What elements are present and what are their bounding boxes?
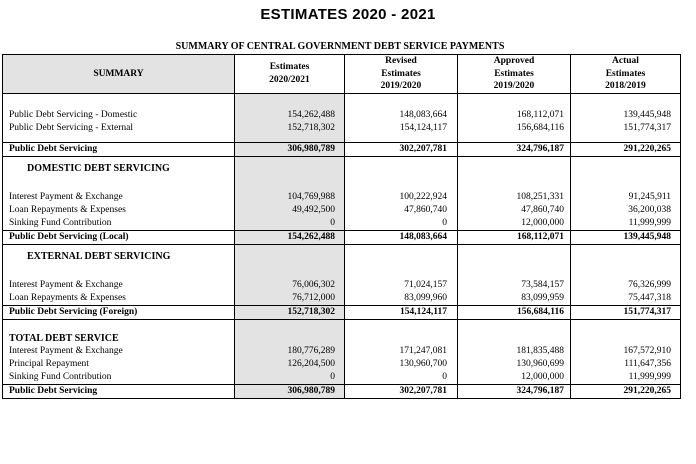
- cell-approved: 181,835,488: [458, 345, 571, 358]
- cell-estimates: 152,718,302: [235, 305, 345, 319]
- cell-estimates: 0: [235, 371, 345, 385]
- total-label: Public Debt Servicing (Foreign): [3, 305, 235, 319]
- cell-revised: 71,024,157: [345, 279, 458, 292]
- header-revised: [345, 55, 458, 94]
- header-estimates-line2: 2020/2021: [269, 74, 310, 85]
- row-label: Interest Payment & Exchange: [3, 191, 235, 204]
- table-row: [3, 122, 681, 135]
- cell-revised: 148,083,664: [345, 109, 458, 122]
- cell-estimates: 0: [235, 217, 345, 231]
- spacer-row: [3, 269, 681, 279]
- cell-actual: 11,999,999: [571, 371, 681, 385]
- cell-approved: 156,684,116: [458, 122, 571, 135]
- cell-estimates: 76,006,302: [235, 279, 345, 292]
- total-label: Public Debt Servicing: [3, 142, 235, 156]
- table-row: [3, 217, 681, 231]
- cell-revised: 0: [345, 217, 458, 231]
- header-row: [3, 55, 681, 94]
- row-label: Public Debt Servicing - Domestic: [3, 109, 235, 122]
- cell-revised: 154,124,117: [345, 305, 458, 319]
- row-label: Interest Payment & Exchange: [3, 345, 235, 358]
- total-label: Public Debt Servicing (Local): [3, 230, 235, 244]
- table-row: [3, 109, 681, 122]
- section-heading-domestic: DOMESTIC DEBT SERVICING: [3, 156, 235, 181]
- total-row: [3, 384, 681, 398]
- cell-approved: 47,860,740: [458, 204, 571, 217]
- header-actual: [571, 55, 681, 94]
- cell-actual: 167,572,910: [571, 345, 681, 358]
- cell-approved: 12,000,000: [458, 371, 571, 385]
- total-row: [3, 230, 681, 244]
- cell-approved: 83,099,959: [458, 292, 571, 306]
- cell-estimates: 180,776,289: [235, 345, 345, 358]
- header-estimates-line1: Estimates: [269, 62, 310, 73]
- cell-actual: 36,200,038: [571, 204, 681, 217]
- header-estimates: [235, 55, 345, 94]
- spacer-row: [3, 319, 681, 330]
- header-summary: SUMMARY: [3, 55, 235, 94]
- header-approved-line3: 2019/2020: [493, 81, 535, 91]
- cell-actual: 139,445,948: [571, 230, 681, 244]
- cell-approved: 324,796,187: [458, 142, 571, 156]
- header-revised-line3: 2019/2020: [380, 81, 422, 91]
- cell-estimates: 306,980,789: [235, 384, 345, 398]
- header-actual-line1: Actual: [612, 56, 639, 66]
- cell-revised: 100,222,924: [345, 191, 458, 204]
- table-row: [3, 279, 681, 292]
- row-label: Principal Repayment: [3, 358, 235, 371]
- cell-revised: 302,207,781: [345, 384, 458, 398]
- cell-approved: 108,251,331: [458, 191, 571, 204]
- cell-actual: 139,445,948: [571, 109, 681, 122]
- row-label: Loan Repayments & Expenses: [3, 204, 235, 217]
- cell-revised: 47,860,740: [345, 204, 458, 217]
- total-label: Public Debt Servicing: [3, 384, 235, 398]
- cell-actual: 76,326,999: [571, 279, 681, 292]
- header-actual-line3: 2018/2019: [605, 81, 646, 91]
- cell-approved: 156,684,116: [458, 305, 571, 319]
- cell-revised: 171,247,081: [345, 345, 458, 358]
- table-row: [3, 292, 681, 306]
- cell-revised: 154,124,117: [345, 122, 458, 135]
- cell-approved: 130,960,699: [458, 358, 571, 371]
- table-row: [3, 358, 681, 371]
- cell-revised: 83,099,960: [345, 292, 458, 306]
- section-heading-total: TOTAL DEBT SERVICE: [3, 330, 235, 345]
- section-heading-row: [3, 330, 681, 345]
- cell-actual: 91,245,911: [571, 191, 681, 204]
- row-label: Public Debt Servicing - External: [3, 122, 235, 135]
- row-label: Interest Payment & Exchange: [3, 279, 235, 292]
- section-heading-row: [3, 156, 681, 181]
- cell-estimates: 154,262,488: [235, 230, 345, 244]
- cell-approved: 324,796,187: [458, 384, 571, 398]
- cell-estimates: 306,980,789: [235, 142, 345, 156]
- cell-actual: 291,220,265: [571, 142, 681, 156]
- row-label: Sinking Fund Contribution: [3, 217, 235, 231]
- page-title: ESTIMATES 2020 - 2021: [260, 6, 436, 23]
- cell-estimates: 49,492,500: [235, 204, 345, 217]
- cell-revised: 302,207,781: [345, 142, 458, 156]
- header-revised-line1: Revised: [385, 56, 417, 66]
- spacer-row: [3, 181, 681, 191]
- table-row: [3, 204, 681, 217]
- header-approved-line2: Estimates: [494, 68, 534, 79]
- total-row: [3, 305, 681, 319]
- table-subtitle: SUMMARY OF CENTRAL GOVERNMENT DEBT SERVICE PAYMENTS: [175, 41, 505, 52]
- cell-approved: 168,112,071: [458, 230, 571, 244]
- cell-approved: 168,112,071: [458, 109, 571, 122]
- cell-actual: 151,774,317: [571, 122, 681, 135]
- cell-actual: 75,447,318: [571, 292, 681, 306]
- cell-approved: 73,584,157: [458, 279, 571, 292]
- cell-estimates: 126,204,500: [235, 358, 345, 371]
- spacer-row: [3, 93, 681, 109]
- total-row: [3, 142, 681, 156]
- section-heading-external: EXTERNAL DEBT SERVICING: [3, 244, 235, 269]
- spacer-row: [3, 135, 681, 143]
- header-approved: [458, 55, 571, 94]
- header-approved-line1: Approved: [493, 56, 535, 66]
- table-row: [3, 191, 681, 204]
- cell-actual: 11,999,999: [571, 217, 681, 231]
- table-row: [3, 345, 681, 358]
- cell-estimates: 76,712,000: [235, 292, 345, 306]
- cell-revised: 130,960,700: [345, 358, 458, 371]
- cell-actual: 151,774,317: [571, 305, 681, 319]
- row-label: Sinking Fund Contribution: [3, 371, 235, 385]
- cell-actual: 111,647,356: [571, 358, 681, 371]
- cell-actual: 291,220,265: [571, 384, 681, 398]
- debt-service-table: [2, 54, 681, 399]
- cell-estimates: 152,718,302: [235, 122, 345, 135]
- cell-estimates: 154,262,488: [235, 109, 345, 122]
- header-actual-line2: Estimates: [605, 68, 646, 79]
- section-heading-row: [3, 244, 681, 269]
- cell-estimates: 104,769,988: [235, 191, 345, 204]
- cell-revised: 0: [345, 371, 458, 385]
- row-label: Loan Repayments & Expenses: [3, 292, 235, 306]
- header-revised-line2: Estimates: [381, 68, 421, 79]
- cell-approved: 12,000,000: [458, 217, 571, 231]
- cell-revised: 148,083,664: [345, 230, 458, 244]
- table-row: [3, 371, 681, 385]
